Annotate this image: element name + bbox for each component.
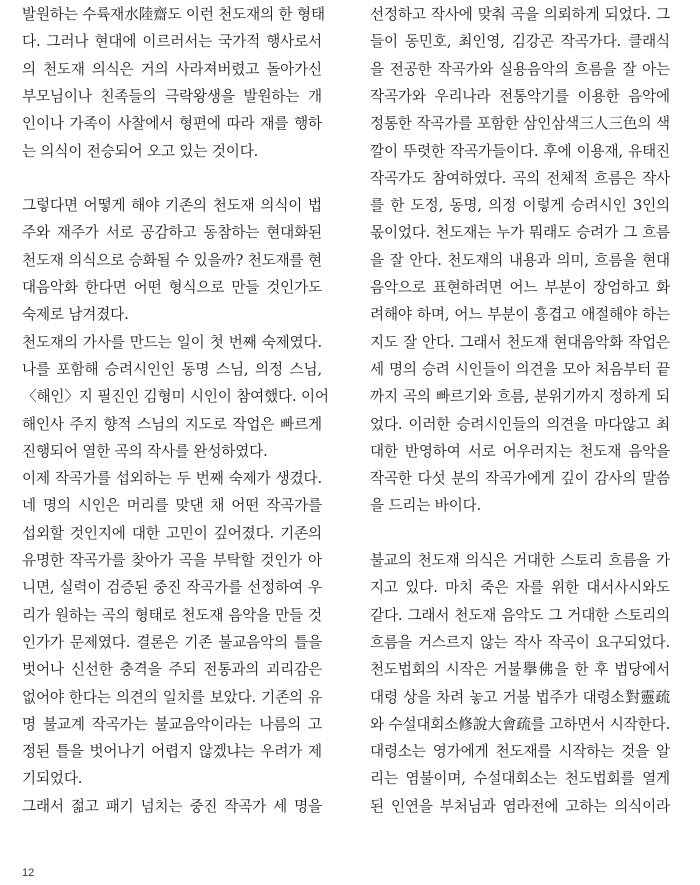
text-line: 리는 염불이며, 수설대회소는 천도법회를 열게 [370,770,670,788]
text-line: 대령 상을 차려 놓고 거불 법주가 대령소對靈疏 [370,688,670,706]
text-line: 의 천도재 의식은 거의 사라져버렸고 돌아가신 [22,60,322,78]
text-line: 그렇다면 어떻게 해야 기존의 천도재 의식이 법 [22,197,322,215]
text-line: 대한 반영하여 서로 어우러지는 천도재 음악을 [370,442,670,460]
text-line: 숙제로 남겨졌다. [22,306,129,324]
text-line: 불교의 천도재 의식은 거대한 스토리 흐름을 가 [370,552,670,569]
text-line: 천도재 의식으로 승화될 수 있을까? 천도재를 현 [22,251,322,269]
text-line: 다. 그러나 현대에 이르러서는 국가적 행사로서 [22,33,322,51]
text-line: 지도 잘 안다. 그래서 천도재 현대음악화 작업은 [370,333,670,351]
text-line: 작곡한 다섯 분의 작곡가에게 깊이 감사의 말씀 [370,470,670,488]
text-line: 었다. 이러한 승려시인들의 의견을 마다않고 최 [370,415,670,433]
text-line: 는 의식이 전승되어 오고 있는 것이다. [22,142,259,160]
text-line: 천도법회의 시작은 거불擧佛을 한 후 법당에서 [370,661,670,679]
text-line: 인이나 가족이 사찰에서 형편에 따라 재를 행하 [22,115,322,133]
text-line: 이제 작곡가를 섭외하는 두 번째 숙제가 생겼다. [22,470,322,488]
text-line: 대음악화 한다면 어떤 형식으로 만들 것인가도 [22,279,322,296]
text-line: 음악으로 표현하려면 어느 부분이 장엄하고 화 [370,279,670,296]
text-line: 벗어나 신선한 충격을 주되 전통과의 괴리감은 [22,661,322,679]
text-line: 작곡가도 참여하였다. 곡의 전체적 흐름은 작사 [370,169,670,187]
text-line: 없어야 한다는 의견의 일치를 보았다. 기존의 유 [22,688,322,706]
text-line: 선정하고 작사에 맞춰 곡을 의뢰하게 되었다. 그 [370,6,670,23]
text-line: 을 드리는 바이다. [370,497,482,515]
text-line: 몫이었다. 천도재는 누가 뭐래도 승려가 그 흐름 [370,224,670,242]
page-number: 12 [22,867,35,879]
text-line: 와 수설대회소修說大會疏를 고하면서 시작한다. [370,715,670,733]
text-line: 깔이 뚜렷한 작곡가들이다. 후에 이용재, 유태진 [370,142,670,160]
text-line: 니면, 실력이 검증된 중진 작곡가를 선정하여 우 [22,579,322,597]
text-line: 을 잘 안다. 천도재의 내용과 의미, 흐름을 현대 [370,251,670,269]
text-line: 정통한 작곡가를 포함한 삼인삼색三人三色의 색 [370,115,670,133]
text-line: 려해야 하며, 어느 부분이 흥겹고 애절해야 하는 [370,306,670,324]
text-line: 된 인연을 부처님과 염라전에 고하는 의식이라 [370,797,670,815]
text-line: 을 전공한 작곡가와 실용음악의 흐름을 잘 아는 [370,60,670,78]
text-line: 부모님이나 친족들의 극락왕생을 발원하는 개 [22,87,322,105]
text-line: 까지 곡의 빠르기와 흐름, 분위기까지 정하게 되 [370,388,670,406]
text-line: 작곡가와 우리나라 전통악기를 이용한 음악에 [370,87,670,105]
text-line: 그래서 젊고 패기 넘치는 중진 작곡가 세 명을 [22,797,322,815]
text-line: 진행되어 열한 곡의 작사를 완성하였다. [22,442,268,460]
text-line: 를 한 도정, 동명, 의정 이렇게 승려시인 3인의 [370,197,670,215]
text-line: 지고 있다. 마치 죽은 자를 위한 대서사시와도 [370,579,670,597]
text-line: 세 명의 승려 시인들이 의견을 모아 처음부터 끝 [370,360,670,378]
text-line: 흐름을 거스르지 않는 작사 작곡이 요구되었다. [370,633,670,651]
text-line: 천도재의 가사를 만드는 일이 첫 번째 숙제였다. [22,333,322,351]
text-line: 정된 틀을 벗어나기 어렵지 않겠냐는 우려가 제 [22,743,322,761]
text-line: 들이 동민호, 최인영, 김강곤 작곡가다. 클래식 [370,33,670,51]
text-line: 유명한 작곡가를 찾아가 곡을 부탁할 것인가 아 [22,552,322,569]
text-line: 인가가 문제였다. 결론은 기존 불교음악의 틀을 [22,633,322,651]
text-line: 〈해인〉지 필진인 김형미 시인이 참여했다. 이어 [22,388,329,406]
text-line: 네 명의 시인은 머리를 맞댄 채 어떤 작곡가를 [22,497,322,515]
text-line: 대령소는 영가에게 천도재를 시작하는 것을 알 [370,743,670,761]
text-line: 리가 원하는 곡의 형태로 천도재 음악을 만들 것 [22,606,322,624]
text-line: 발원하는 수륙재水陸齋도 이런 천도재의 한 형태 [22,6,325,23]
text-line: 섭외할 것인지에 대한 고민이 깊어졌다. 기존의 [22,524,322,542]
text-line: 주와 재주가 서로 공감하고 동참하는 현대화된 [22,224,322,242]
text-line: 나를 포함해 승려시인인 동명 스님, 의정 스님, [22,360,322,378]
text-line: 해인사 주지 향적 스님의 지도로 작업은 빠르게 [22,415,322,433]
text-line: 같다. 그래서 천도재 음악도 그 거대한 스토리의 [370,606,670,624]
text-line: 명 불교계 작곡가는 불교음악이라는 나름의 고 [22,715,322,733]
text-line: 기되었다. [22,770,83,788]
